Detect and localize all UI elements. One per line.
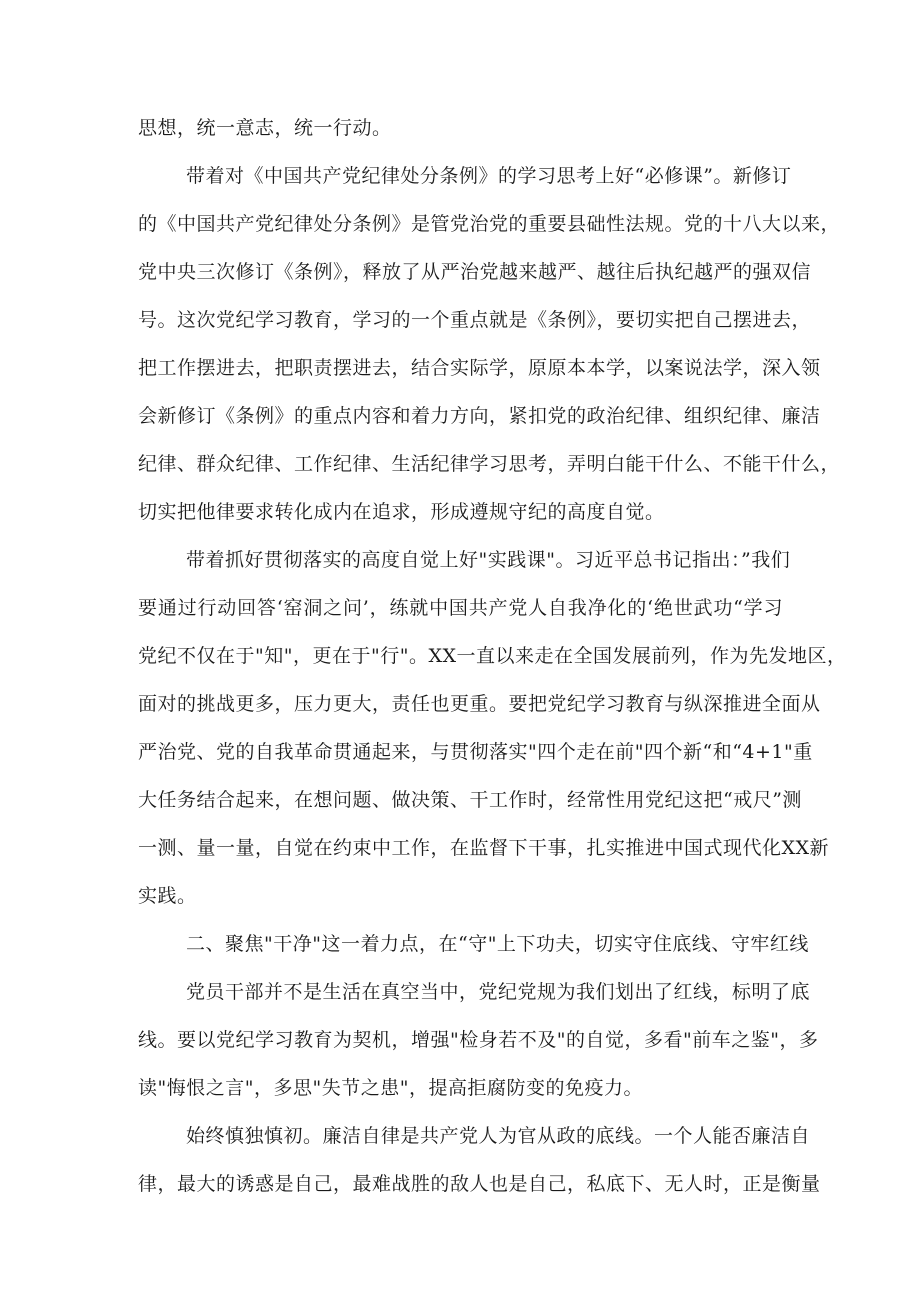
text-line-12: 党纪不仅在于"知"，更在于"行"。XX一直以来走在全国发展前列，作为先发地区，	[138, 645, 847, 667]
text-line-3: 的《中国共产党纪律处分条例》是管党治党的重要县础性法规。党的十八大以来，	[138, 213, 841, 235]
text-line-10: 带着抓好贯彻落实的高度自觉上好"实践课"。习近平总书记指出：”我们	[186, 549, 791, 571]
text-line-17: 实践。	[138, 885, 197, 907]
text-line-2: 带着对《中国共产党纪律处分条例》的学习思考上好“必修课”。新修订	[186, 165, 792, 187]
text-line-1: 思想，统一意志，统一行动。	[138, 117, 392, 139]
text-line-13: 面对的挑战更多，压力更大，责任也更重。要把党纪学习教育与纵深推进全面从	[138, 693, 821, 715]
text-line-7: 会新修订《条例》的重点内容和着力方向，紧扣党的政治纪律、组织纪律、廉洁	[138, 405, 821, 427]
text-line-11: 要通过行动回答‘窑洞之问’，练就中国共产党人自我净化的‘绝世武功“学习	[138, 597, 783, 619]
text-line-9: 切实把他律要求转化成内在追求，形成遵规守纪的高度自觉。	[138, 501, 665, 523]
text-line-20: 线。要以党纪学习教育为契机，增强"检身若不及"的自觉，多看"前车之鉴"，多	[138, 1029, 819, 1051]
text-line-19: 党员干部并不是生活在真空当中，党纪党规为我们划出了红线，标明了底	[186, 981, 811, 1003]
text-line-22: 始终慎独慎初。廉洁自律是共产党人为官从政的底线。一个人能否廉洁自	[186, 1125, 811, 1147]
text-line-6: 把工作摆进去，把职责摆进去，结合实际学，原原本本学，以案说法学，深入领	[138, 357, 821, 379]
section-heading: 二、聚焦"干净"这一着力点，在“守"上下功夫，切实守住底线、守牢红线	[186, 933, 809, 955]
text-line-14: 严治党、党的自我革命贯通起来，与贯彻落实"四个走在前"四个新“和“4+1"重	[138, 741, 813, 763]
text-line-5: 号。这次党纪学习教育，学习的一个重点就是《条例》，要切实把自己摆进去，	[138, 309, 812, 331]
text-line-23: 律，最大的诱惑是自己，最难战胜的敌人也是自己，私底下、无人时，正是衡量	[138, 1173, 821, 1195]
text-line-8: 纪律、群众纪律、工作纪律、生活纪律学习思考，弄明白能干什么、不能干什么，	[138, 453, 841, 475]
text-line-16: 一测、量一量，自觉在约束中工作，在监督下干事，扎实推进中国式现代化XX新	[138, 837, 830, 859]
text-line-15: 大任务结合起来，在想问题、做决策、干工作时，经常性用党纪这把“戒尺”测	[138, 789, 802, 811]
text-line-4: 党中央三次修订《条例》，释放了从严治党越来越严、越往后执纪越严的强双信	[138, 261, 812, 283]
text-line-21: 读"悔恨之言"，多思"失节之患"，提高拒腐防变的免疫力。	[138, 1077, 643, 1099]
